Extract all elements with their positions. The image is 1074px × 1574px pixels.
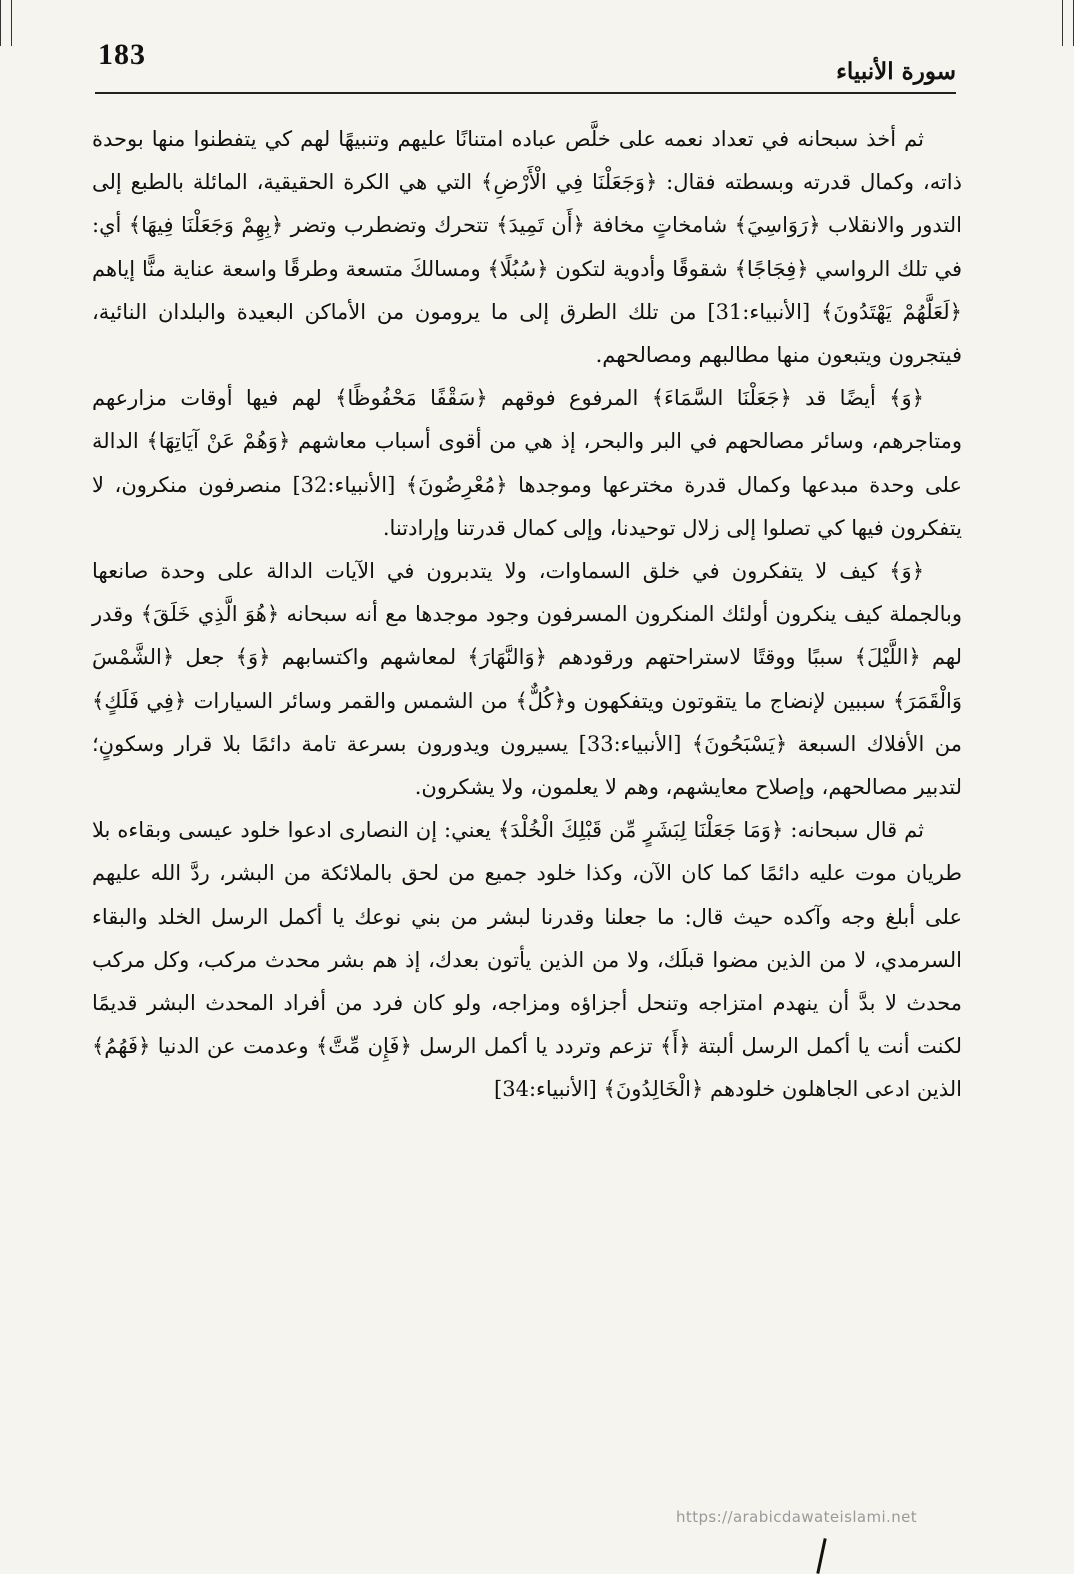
header-rule [95, 92, 956, 94]
paragraph-3: ﴿وَ﴾ كيف لا يتفكرون في خلق السماوات، ولا يتدبرون في الآيات الدالة على وحدة صانعها وبالجملة كيف ينكرون أولئك المنكرون المسرفون وجود موجدها مع أنه سبحانه ﴿هُوَ الَّذِي خَلَقَ﴾ وقدر لهم ﴿اللَّيْلَ﴾ سببًا ووقتًا لاستراحتهم ورقودهم ﴿وَالنَّهَارَ﴾ لمعاشهم واكتسابهم ﴿وَ﴾ جعل ﴿الشَّمْسَ وَالْقَمَرَ﴾ سببين لإنضاج ما يتقوتون ويتفكهون و﴿كُلٌّ﴾ من الشمس والقمر وسائر السيارات ﴿فِي فَلَكٍ﴾ من الأفلاك السبعة ﴿يَسْبَحُونَ﴾ [الأنبياء:33] يسيرون ويدورون بسرعة تامة دائمًا بلا قرار وسكونٍ؛ لتدبير مصالحهم، وإصلاح معايشهم، وهم لا يعلمون، ولا يشكرون. [92, 559, 962, 800]
scan-edge-mark-left [0, 0, 12, 46]
paragraph-4: ثم قال سبحانه: ﴿وَمَا جَعَلْنَا لِبَشَرٍ مِّن قَبْلِكَ الْخُلْدَ﴾ يعني: إن النصارى ادعوا خلود عيسى وبقاءه بلا طريان موت عليه دائمًا كما كان الآن، وكذا خلود جميع من لحق بالملائكة من البشر، ردَّ الله عليهم على أبلغ وجه وآكده حيث قال: ما جعلنا وقدرنا لبشر من بني نوعك يا أكمل الرسل الخلد والبقاء السرمدي، لا من الذين مضوا قبلَك، ولا من الذين يأتون بعدك، إذ هم بشر محدث مركب، وكل مركب محدث لا بدَّ أن ينهدم امتزاجه وتنحل أجزاؤه ومزاجه، ولو كان فرد من أفراد المحدث البشر قديمًا لكنت أنت يا أكمل الرسل ألبتة ﴿أَ﴾ تزعم وتردد يا أكمل الرسل ﴿فَإِن مِّتَّ﴾ وعدمت عن الدنيا ﴿فَهُمُ﴾ الذين ادعى الجاهلون خلودهم ﴿الْخَالِدُونَ﴾ [الأنبياء:34] [92, 818, 962, 1102]
pen-stroke-mark [816, 1538, 826, 1574]
scan-edge-mark-right [1062, 0, 1074, 46]
paragraph-1: ثم أخذ سبحانه في تعداد نعمه على خلَّص عباده امتنانًا عليهم وتنبيهًا لهم كي يتفطنوا منها بوحدة ذاته، وكمال قدرته وبسطته فقال: ﴿وَجَعَلْنَا فِي الْأَرْضِ﴾ التي هي الكرة الحقيقية، المائلة بالطبع إلى التدور والانقلاب ﴿رَوَاسِيَ﴾ شامخاتٍ مخافة ﴿أَن تَمِيدَ﴾ تتحرك وتضطرب وتضر ﴿بِهِمْ وَجَعَلْنَا فِيهَا﴾ أي: في تلك الرواسي ﴿فِجَاجًا﴾ شقوقًا وأدوية لتكون ﴿سُبُلًا﴾ ومسالكَ متسعة وطرقًا واسعة عناية منًّا إياهم ﴿لَعَلَّهُمْ يَهْتَدُونَ﴾ [الأنبياء:31] من تلك الطرق إلى ما يرومون من الأماكن البعيدة والبلدان النائية، فيتجرون ويتبعون منها مطالبهم ومصالحهم. [92, 127, 962, 368]
running-title: سورة الأنبياء [836, 58, 956, 85]
page-number: 183 [98, 38, 146, 71]
page-body [92, 118, 962, 1112]
watermark-url: https://arabicdawateislami.net [676, 1508, 918, 1526]
paragraph-2: ﴿وَ﴾ أيضًا قد ﴿جَعَلْنَا السَّمَاءَ﴾ المرفوع فوقهم ﴿سَقْفًا مَحْفُوظًا﴾ لهم فيها أوقات مزارعهم ومتاجرهم، وسائر مصالحهم في البر والبحر، إذ هي من أقوى أسباب معاشهم ﴿وَهُمْ عَنْ آيَاتِهَا﴾ الدالة على وحدة مبدعها وكمال قدرة مخترعها وموجدها ﴿مُعْرِضُونَ﴾ [الأنبياء:32] منصرفون منكرون، لا يتفكرون فيها كي تصلوا إلى زلال توحيدنا، وإلى كمال قدرتنا وإرادتنا. [92, 386, 963, 540]
